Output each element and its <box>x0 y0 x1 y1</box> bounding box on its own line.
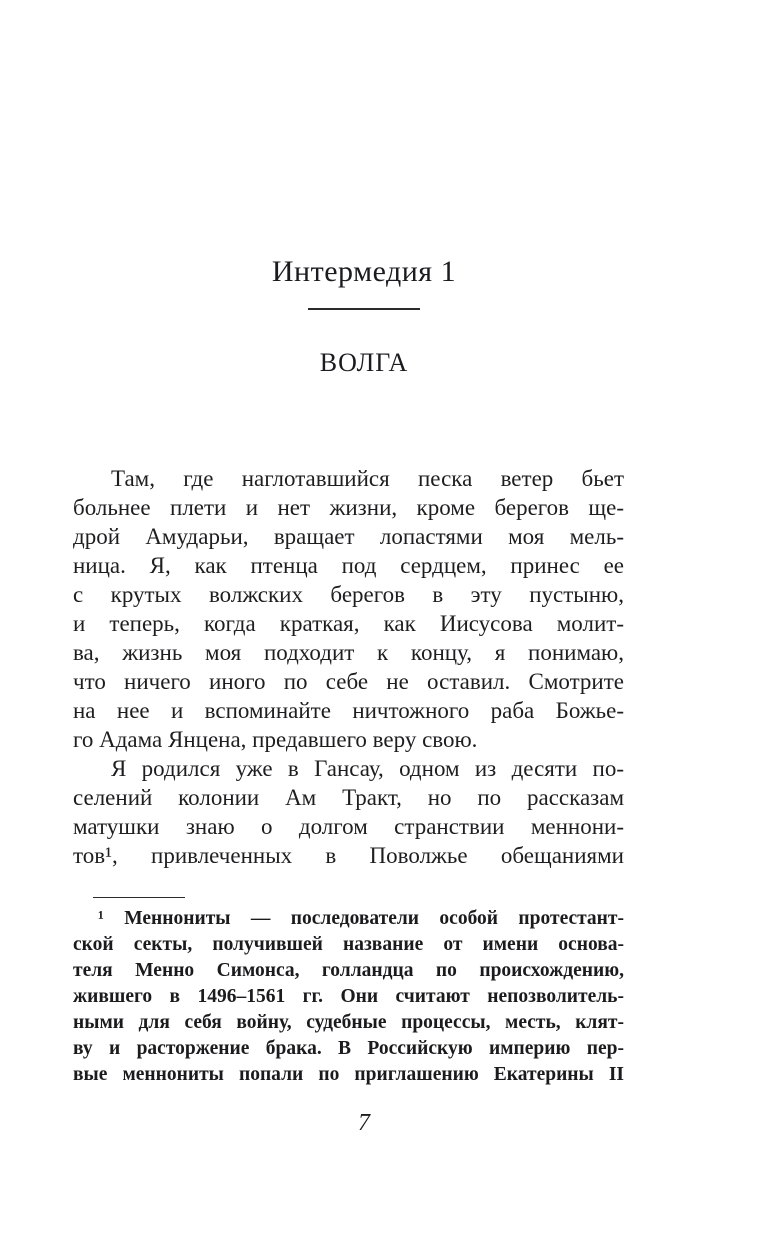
paragraph <box>73 906 624 1088</box>
text-line: матушки знаю о долгом странствии меннони- <box>73 814 624 839</box>
text-line: селений колонии Ам Тракт, но по рассказам <box>73 785 624 810</box>
text-line: го Адама Янцена, предавшего веру свою. <box>73 727 478 752</box>
text-line: ву и расторжение брака. В Российскую империю пер- <box>73 1038 624 1059</box>
text-line: теля Менно Симонса, голландца по происхождению, <box>73 960 624 981</box>
chapter-label: Интермедия 1 <box>271 255 457 288</box>
paragraph <box>73 464 624 754</box>
text-line: с крутых волжских берегов в эту пустыню, <box>73 582 624 607</box>
footnote-text <box>73 906 624 1088</box>
chapter-divider-rule <box>308 308 420 310</box>
page-number: 7 <box>358 1110 370 1136</box>
text-line: тов¹, привлеченных в Поволжье обещаниями <box>73 843 624 868</box>
text-line: больнее плети и нет жизни, кроме берегов ще- <box>73 495 624 520</box>
footnote-separator-rule <box>93 897 185 898</box>
text-line: ¹ Меннониты — последователи особой протестант- <box>98 908 624 929</box>
text-line: дрой Амударьи, вращает лопастями моя мель- <box>73 524 624 549</box>
text-line: ница. Я, как птенца под сердцем, принес ее <box>73 553 624 578</box>
paragraph <box>73 754 624 870</box>
text-line: Там, где наглотавшийся песка ветер бьет <box>111 466 624 491</box>
text-line: ва, жизнь моя подходит к концу, я понимаю, <box>73 640 624 665</box>
page-footer <box>0 1110 728 1137</box>
body-text <box>73 464 624 870</box>
text-line: что ничего иного по себе не оставил. Смотрите <box>73 669 624 694</box>
text-line: Я родился уже в Гансау, одном из десяти по- <box>111 756 624 781</box>
text-line: вые меннониты попали по приглашению Екатерины II <box>73 1064 624 1085</box>
text-line: на нее и вспоминайте ничтожного раба Божье- <box>73 698 624 723</box>
text-line: жившего в 1496–1561 гг. Они считают непозволитель- <box>73 986 624 1007</box>
chapter-title: ВОЛГА <box>319 348 409 377</box>
text-line: ными для себя войну, судебные процессы, месть, клят- <box>73 1012 624 1033</box>
text-line: ской секты, получившей название от имени основа- <box>73 934 624 955</box>
text-line: и теперь, когда краткая, как Иисусова молит- <box>73 611 624 636</box>
